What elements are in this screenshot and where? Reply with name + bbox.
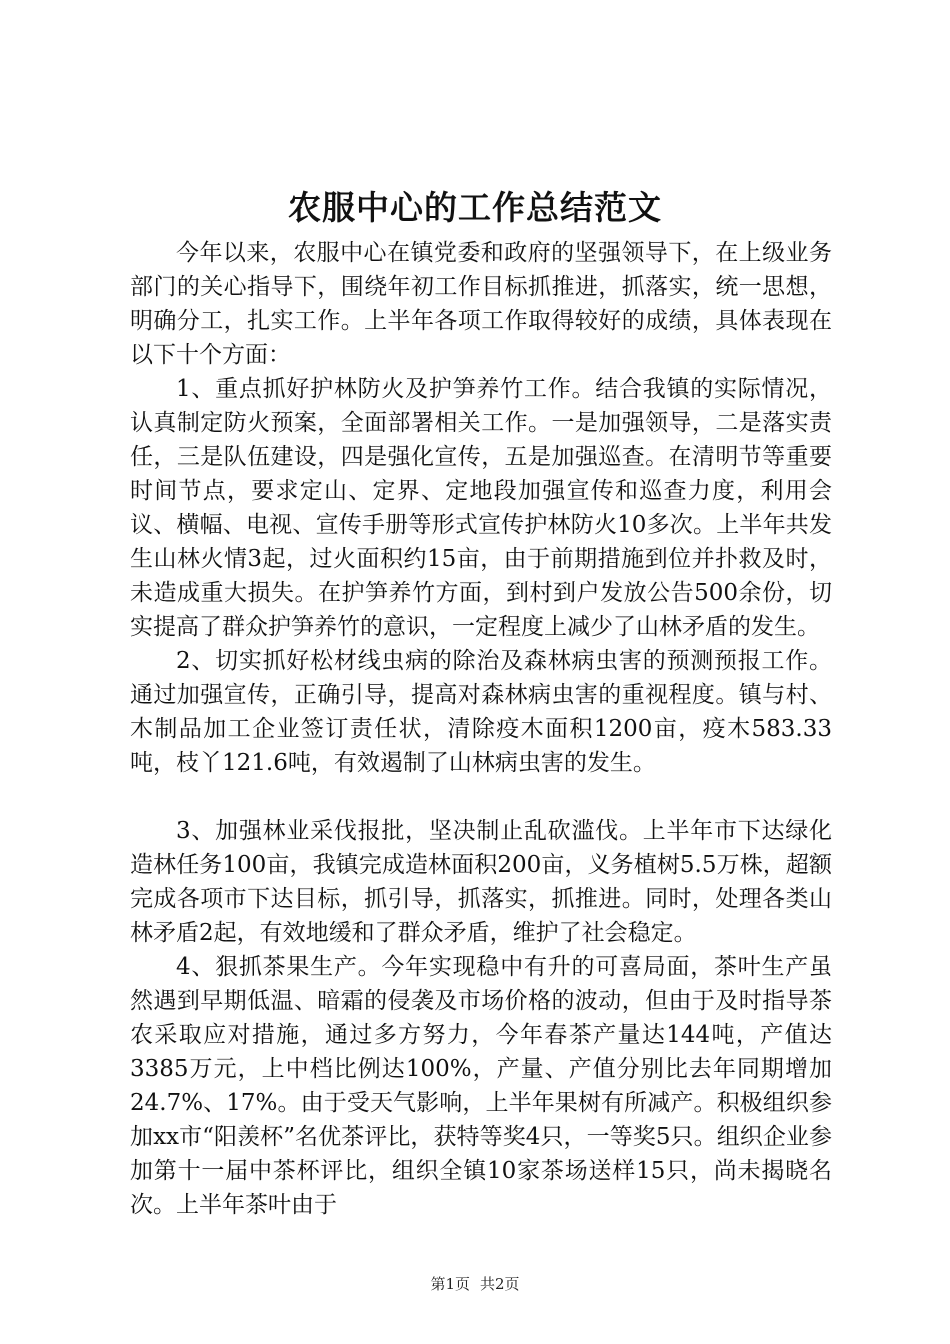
page-number: 第1页 — [430, 1275, 470, 1293]
paragraph-item-1: 1、重点抓好护林防火及护笋养竹工作。结合我镇的实际情况，认真制定防火预案，全面部署相关工作。一是加强领导，二是落实责任，三是队伍建设，四是强化宣传，五是加强巡查。在清明节等重要时间节点，要求定山、定界、定地段加强宣传和巡查力度，利用会议、横幅、电视、宣传手册等形式宣传护林防火10多次。上半年共发生山林火情3起，过火面积约15亩，由于前期措施到位并扑救及时，未造成重大损失。在护笋养竹方面，到村到户发放公告500余份，切实提高了群众护笋养竹的意识，一定程度上减少了山林矛盾的发生。 — [130, 376, 832, 640]
paragraph-item-2: 2、切实抓好松材线虫病的除治及森林病虫害的预测预报工作。通过加强宣传，正确引导，提高对森林病虫害的重视程度。镇与村、木制品加工企业签订责任状，清除疫木面积1200亩，疫木583.33吨，枝丫121.6吨，有效遏制了山林病虫害的发生。 — [130, 648, 832, 776]
document-title: 农服中心的工作总结范文 — [288, 188, 662, 227]
paragraph-item-4: 4、狠抓茶果生产。今年实现稳中有升的可喜局面，茶叶生产虽然遇到早期低温、暗霜的侵袭及市场价格的波动，但由于及时指导茶农采取应对措施，通过多方努力，今年春茶产量达144吨，产值达3385万元，上中档比例达100%，产量、产值分别比去年同期增加24.7%、17%。由于受天气影响，上半年果树有所减产。积极组织参加xx市“阳羡杯”名优茶评比，获特等奖4只，一等奖5只。组织企业参加第十一届中茶杯评比，组织全镇10家茶场送样15只，尚未揭晓名次。上半年茶叶由于 — [130, 954, 832, 1218]
document-body — [130, 236, 832, 1222]
paragraph-item-3: 3、加强林业采伐报批，坚决制止乱砍滥伐。上半年市下达绿化造林任务100亩，我镇完成造林面积200亩，义务植树5.5万株，超额完成各项市下达目标，抓引导，抓落实，抓推进。同时，处理各类山林矛盾2起，有效地缓和了群众矛盾，维护了社会稳定。 — [130, 818, 832, 946]
page-footer — [0, 1274, 950, 1294]
paragraph-intro: 今年以来，农服中心在镇党委和政府的坚强领导下，在上级业务部门的关心指导下，围绕年初工作目标抓推进，抓落实，统一思想，明确分工，扎实工作。上半年各项工作取得较好的成绩，具体表现在以下十个方面： — [130, 240, 832, 368]
page-total: 共2页 — [480, 1275, 520, 1293]
